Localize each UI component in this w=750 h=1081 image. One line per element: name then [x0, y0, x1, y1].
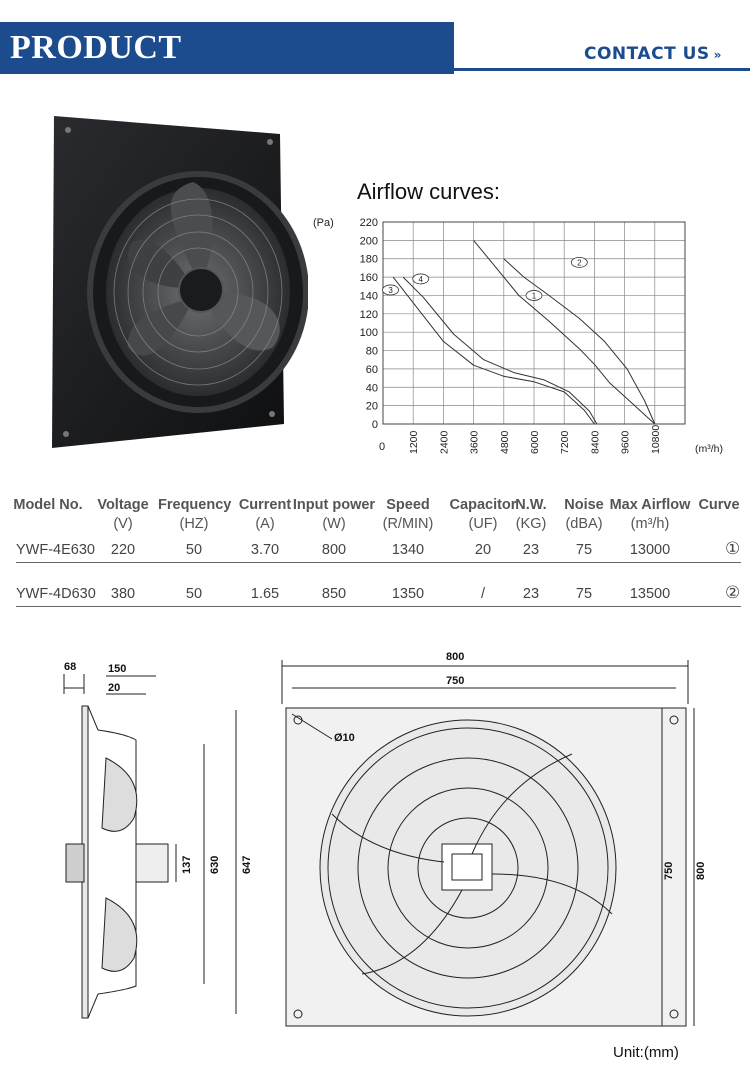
dim-137: 137 — [181, 855, 193, 874]
spec-cell: 850 — [321, 586, 347, 602]
curve-label-2: 2 — [577, 258, 582, 268]
spec-cell: 13000 — [629, 542, 671, 558]
x-tick-label: 3600 — [468, 430, 481, 454]
spec-header-cell — [559, 496, 609, 534]
curve-label-3: 3 — [388, 285, 393, 295]
curve-label-4: 4 — [418, 274, 423, 284]
front-view-drawing — [272, 644, 722, 1034]
x-tick-label: 0 — [379, 441, 386, 453]
side-view-drawing — [36, 648, 256, 1038]
dim-68: 68 — [64, 661, 77, 673]
spec-header-label: Current — [238, 497, 292, 513]
y-tick-label: 60 — [365, 363, 378, 376]
spec-header-cell — [236, 496, 294, 534]
x-tick-label: 9600 — [619, 430, 632, 454]
y-tick-label: 200 — [359, 235, 378, 248]
spec-header-label: Input power — [292, 497, 376, 513]
spec-cell: ② — [725, 583, 741, 602]
dim-150: 150 — [108, 663, 127, 675]
spec-header-unit: (V) — [113, 516, 133, 532]
spec-header-label: Speed — [386, 497, 430, 513]
spec-row — [16, 583, 741, 608]
spec-cell: 800 — [321, 542, 347, 558]
y-tick-label: 120 — [359, 308, 378, 321]
dim-750-width: 750 — [446, 675, 465, 687]
spec-header-unit: (W) — [322, 516, 346, 532]
page-title: PRODUCT SPECIFICATION — [0, 22, 454, 74]
y-tick-label: 80 — [365, 345, 378, 358]
spec-header-label: Max Airflow — [609, 497, 691, 513]
spec-cell: 380 — [110, 586, 136, 602]
y-tick-label: 20 — [365, 400, 378, 413]
spec-header-cell — [8, 496, 88, 515]
spec-header-cell — [448, 496, 518, 534]
dim-750-height: 750 — [663, 861, 675, 880]
spec-cell: 23 — [522, 542, 540, 558]
spec-cell: ① — [725, 539, 741, 558]
contact-us-link[interactable] — [584, 44, 722, 64]
contact-us-label: CONTACT US — [584, 44, 710, 64]
spec-header-label: Model No. — [13, 497, 83, 513]
row-underline — [16, 606, 741, 607]
curve-label-1: 1 — [531, 291, 537, 301]
spec-header-cell — [697, 496, 741, 515]
spec-cell: 220 — [110, 542, 136, 558]
spec-header-cell — [292, 496, 376, 534]
spec-cell: YWF-4D630 — [16, 586, 96, 602]
y-tick-label: 180 — [359, 253, 378, 266]
spec-header-cell — [158, 496, 230, 534]
dim-630: 630 — [209, 855, 221, 874]
spec-cell: 1.65 — [250, 586, 280, 602]
spec-header-unit: (KG) — [515, 516, 547, 532]
spec-header-unit: (UF) — [468, 516, 498, 532]
spec-cell: 1340 — [391, 542, 425, 558]
spec-header-label: Capacitor — [449, 497, 517, 513]
x-tick-label: 6000 — [529, 430, 541, 454]
dim-647: 647 — [241, 855, 253, 874]
header-rule — [454, 68, 750, 71]
dim-800-height: 800 — [695, 861, 707, 880]
y-tick-label: 140 — [359, 290, 378, 303]
spec-cell: 50 — [185, 542, 203, 558]
spec-header-label: Curve — [698, 497, 740, 513]
double-chevron-icon: » — [713, 48, 722, 62]
y-tick-label: 100 — [359, 327, 378, 340]
spec-header-label: Voltage — [97, 497, 149, 513]
x-axis-label: (m³/h) — [695, 443, 723, 455]
spec-header-label: N.W. — [515, 497, 547, 513]
spec-cell: YWF-4E630 — [16, 542, 95, 558]
unit-label: Unit:(mm) — [613, 1044, 679, 1061]
chart-title: Airflow curves: — [357, 179, 501, 204]
x-tick-label: 7200 — [559, 430, 572, 454]
spec-cell: 20 — [474, 542, 492, 558]
spec-header-unit: (dBA) — [565, 516, 603, 532]
spec-header-unit: (HZ) — [179, 516, 209, 532]
y-tick-label: 0 — [371, 419, 378, 431]
spec-header-cell — [375, 496, 441, 534]
x-tick-label: 2400 — [438, 430, 451, 454]
dim-20: 20 — [108, 682, 121, 694]
y-tick-label: 220 — [359, 217, 378, 229]
x-tick-label: 10800 — [649, 424, 662, 454]
spec-header-cell — [608, 496, 692, 534]
spec-cell: 3.70 — [250, 542, 280, 558]
x-tick-label: 1200 — [408, 430, 421, 454]
spec-cell: 23 — [522, 586, 540, 602]
curve-2 — [504, 259, 655, 424]
spec-row — [16, 539, 741, 564]
spec-cell: 75 — [575, 542, 593, 558]
spec-cell: 50 — [185, 586, 203, 602]
spec-cell: / — [480, 586, 486, 602]
x-tick-label: 4800 — [498, 430, 511, 454]
spec-header-cell — [511, 496, 551, 534]
spec-header-unit: (m³/h) — [630, 516, 670, 532]
spec-header-label: Frequency — [158, 497, 232, 513]
row-underline — [16, 562, 741, 563]
product-photo — [48, 112, 308, 452]
spec-cell: 13500 — [629, 586, 671, 602]
dim-hole-diameter: Ø10 — [334, 732, 355, 744]
y-axis-label: (Pa) — [313, 217, 334, 229]
spec-header-label: Noise — [564, 497, 604, 513]
y-tick-label: 160 — [359, 272, 378, 285]
spec-cell: 75 — [575, 586, 593, 602]
spec-header-unit: (A) — [255, 516, 275, 532]
spec-header-cell — [91, 496, 155, 534]
dim-800-width: 800 — [446, 651, 465, 663]
y-tick-label: 40 — [365, 382, 378, 395]
airflow-chart — [305, 210, 745, 465]
spec-header-unit: (R/MIN) — [382, 516, 434, 532]
spec-cell: 1350 — [391, 586, 425, 602]
x-tick-label: 8400 — [589, 430, 602, 454]
